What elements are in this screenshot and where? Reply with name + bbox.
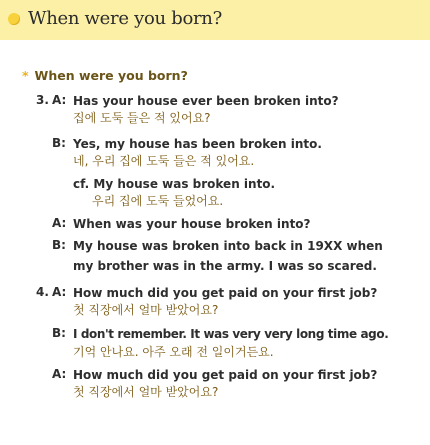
cf-line-ko: 우리 집에 도둑 들었어요. — [92, 194, 224, 208]
dialogue-line-ko: 첫 직장에서 얼마 받았어요? — [73, 385, 219, 399]
speaker-label: B: — [52, 136, 66, 150]
dialogue-line-en: How much did you get paid on your first job? — [73, 286, 378, 300]
dialogue-line-ko: 첫 직장에서 얼마 받았어요? — [73, 303, 219, 317]
dialogue-line-en: Yes, my house has been broken into. — [73, 137, 322, 151]
dialogue-line-en: When was your house broken into? — [73, 217, 311, 231]
star-icon: * — [22, 68, 29, 83]
dialogue-line-en: Has your house ever been broken into? — [73, 94, 339, 108]
item-number: 3. — [36, 93, 49, 107]
section-heading — [22, 68, 188, 83]
bullet-dot-icon — [8, 13, 20, 25]
dialogue-line-en: My house was broken into back in 19XX when — [73, 239, 383, 253]
speaker-label: B: — [52, 238, 66, 252]
dialogue-line-en: I don't remember. It was very very long time ago. — [73, 327, 389, 341]
dialogue-line-en: my brother was in the army. I was so scared. — [73, 259, 377, 273]
speaker-label: A: — [52, 93, 67, 107]
cf-line-en: cf. My house was broken into. — [73, 177, 276, 191]
speaker-label: A: — [52, 285, 67, 299]
speaker-label: B: — [52, 326, 66, 340]
dialogue-line-ko: 기억 안나요. 아주 오래 전 일이거든요. — [73, 345, 274, 359]
title-bar — [0, 0, 430, 40]
dialogue-line-ko: 집에 도둑 들은 적 있어요? — [73, 111, 211, 125]
speaker-label: A: — [52, 367, 67, 381]
speaker-label: A: — [52, 216, 67, 230]
dialogue-line-en: How much did you get paid on your first job? — [73, 368, 378, 382]
dialogue-line-ko: 네, 우리 집에 도둑 들은 적 있어요. — [73, 154, 255, 168]
page-title: When were you born? — [28, 8, 222, 29]
section-heading-text: When were you born? — [34, 68, 188, 83]
item-number: 4. — [36, 285, 49, 299]
